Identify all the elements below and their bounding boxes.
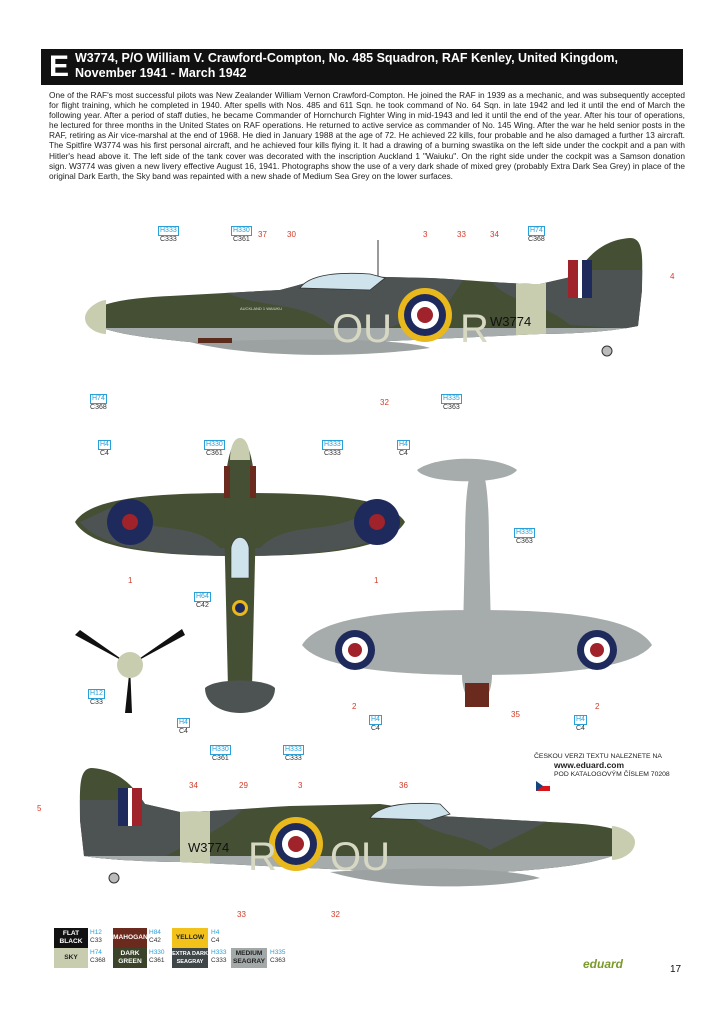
- ref-2-left: 2: [352, 702, 357, 711]
- swatch-extra-dark-seagray: EXTRA DARK SEAGRAY: [172, 948, 208, 968]
- ref-4: 4: [670, 272, 675, 281]
- ref-34-right: 34: [189, 781, 198, 790]
- ref-35: 35: [511, 710, 520, 719]
- page-number: 17: [670, 964, 682, 975]
- left-inscription: AUCKLAND 1 WAIUKU: [240, 306, 283, 311]
- swatch-code-sky: H74 C368: [90, 949, 106, 964]
- ref-5: 5: [37, 804, 42, 813]
- eduard-url[interactable]: www.eduard.com: [554, 760, 625, 770]
- callout-h335-under: H335 C363: [516, 529, 533, 545]
- callout-h333-plan: H333 C333: [324, 441, 341, 457]
- callout-h4-prop: H4 C4: [179, 719, 188, 735]
- swatch-code-flat-black: H12 C33: [90, 929, 102, 944]
- ref-32: 32: [380, 398, 389, 407]
- ref-3: 3: [423, 230, 428, 239]
- swatch-dark-green: DARK GREEN: [113, 948, 147, 968]
- profile-title: W3774, P/O William V. Crawford-Compton, No. 485 Squadron, RAF Kenley, United Kingdom, November 1941 - March 1942: [75, 51, 619, 80]
- swatch-code-medium-seagray: H335 C363: [270, 949, 286, 964]
- left-code-individual: R: [460, 307, 489, 351]
- ref-36: 36: [399, 781, 408, 790]
- ref-32-right: 32: [331, 910, 340, 919]
- ref-37: 37: [258, 230, 267, 239]
- right-serial: W3774: [188, 840, 230, 855]
- swatch-mahogany: MAHOGANY: [113, 928, 147, 948]
- callout-h330-tail: H330 C361: [212, 746, 229, 762]
- history-text: One of the RAF's most successful pilots was New Zealander William Vernon Crawford-Compton. He joined the RAF in 1939 as a mechanic, and was subsequently accepted for flight training, which he completed in 1940. After spells with Nos. 485 and 611 Sqn. he took command of No. 64 Sqn. in late 1942 and led it until the end of March the following year. After a period of staff duties, he became Commander of Hornchurch Fighter Wing in mid-1943 and led it until the end of the year. After his tour of operations, he lectured for three months in the United States on RAF operations. He returned to active service as commander of No. 145 Wing. After the war he held senior posts in the RAF, retiring as Air vice-marshal at the end of 1968. He died in January 1988 at the age of 72. He achieved 22 kills, four probable and he also damaged a further 13 aircraft. The Spitfire W3774 was his first personal aircraft, and he achieved four kills flying it. It had a drawing of a burning swastika on the left side under the cockpit and a pan with Hitler's head above it. The left side of the tank cover was decorated with the inscription Auckland 1 "Waiuku". On the right side under the cockpit was a Samson donation sign. W3774 was given a new livery effective August 16, 1941. Photographs show the use of a very dark shade of mixed grey (probably Extra Dark Sea Grey) in place of the original Dark Earth, the Sky band was repainted with a new shade of Medium Sea Grey on the lower surfaces.: [49, 90, 685, 181]
- ref-30: 30: [287, 230, 296, 239]
- callout-h4-plan-left: H4 C4: [100, 441, 109, 457]
- ref-29: 29: [239, 781, 248, 790]
- swatch-code-mahogany: H84 C42: [149, 929, 161, 944]
- callout-h333-tail: H333 C333: [285, 746, 302, 762]
- ref-33: 33: [457, 230, 466, 239]
- swatch-flat-black: FLAT BLACK: [54, 928, 88, 948]
- swatch-yellow: YELLOW: [172, 928, 208, 948]
- callout-h330-top: H330 C361: [233, 227, 250, 243]
- callout-h4-under-right: H4 C4: [576, 716, 585, 732]
- callout-h335-bottom: H335 C363: [443, 395, 460, 411]
- swatch-medium-seagray: MEDIUM SEAGRAY: [231, 948, 267, 968]
- callout-h64-plan: H64 C42: [196, 593, 209, 609]
- right-code: OU: [330, 835, 390, 879]
- swatch-code-dark-green: H330 C361: [149, 949, 165, 964]
- callout-h12-prop: H12 C33: [90, 690, 103, 706]
- swatch-code-extra-dark-seagray: H333 C333: [211, 949, 227, 964]
- ref-2-right: 2: [595, 702, 600, 711]
- callout-h330-plan: H330 C361: [206, 441, 223, 457]
- swatch-code-yellow: H4 C4: [211, 929, 220, 944]
- callout-h4-plan-right: H4 C4: [399, 441, 408, 457]
- ref-34: 34: [490, 230, 499, 239]
- callout-h333-top: H333 C333: [160, 227, 177, 243]
- left-side-profile: [70, 230, 690, 370]
- left-code: OU: [332, 307, 392, 351]
- ref-33-right: 33: [237, 910, 246, 919]
- czech-flag-icon: [536, 781, 550, 791]
- profile-letter: E: [49, 50, 70, 83]
- left-serial: W3774: [490, 314, 532, 329]
- callout-h74-left: H74 C368: [90, 395, 107, 411]
- ref-3-right: 3: [298, 781, 303, 790]
- underside-view: [297, 445, 657, 715]
- profile-header: [41, 49, 683, 85]
- eduard-logo: eduard: [583, 957, 624, 971]
- callout-h74-top: H74 C368: [528, 227, 545, 243]
- czech-version-note: ČESKOU VERZI TEXTU NALEZNETE NA www.eduard.com POD KATALOGOVÝM ČÍSLEM 70208: [534, 753, 684, 794]
- callout-h4-under-left: H4 C4: [371, 716, 380, 732]
- ref-1-right: 1: [374, 576, 379, 585]
- swatch-sky: SKY: [54, 948, 88, 968]
- right-code-individual: R: [248, 835, 277, 879]
- ref-1-left: 1: [128, 576, 133, 585]
